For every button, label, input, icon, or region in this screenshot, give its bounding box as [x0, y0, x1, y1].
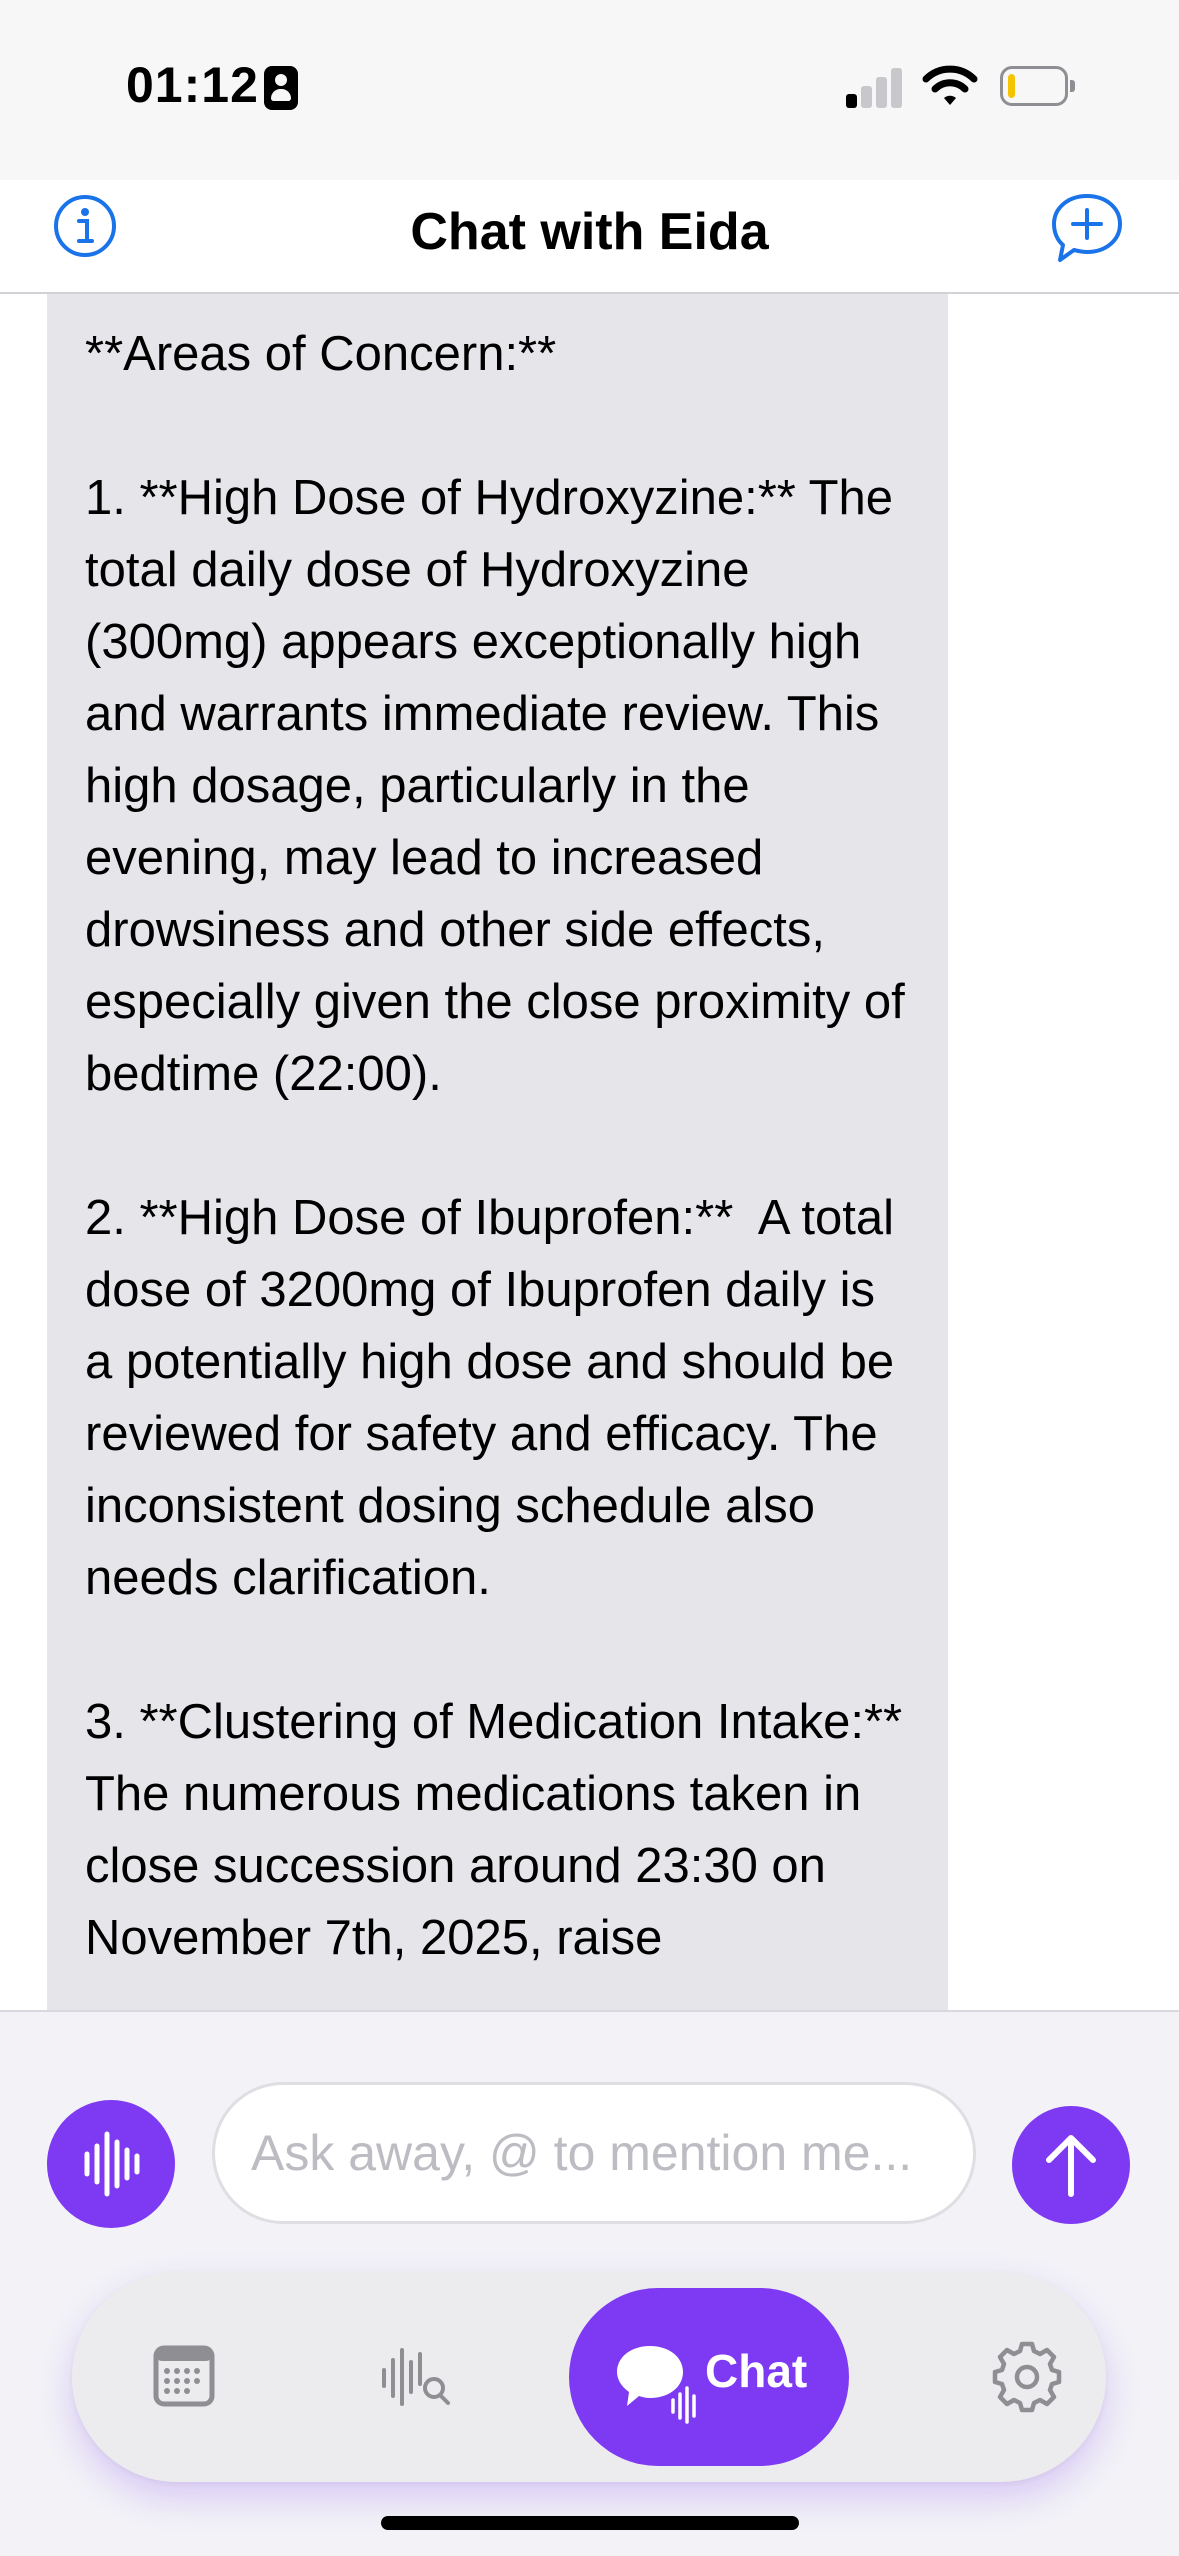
battery-level	[1008, 74, 1015, 98]
new-chat-icon[interactable]	[1048, 190, 1126, 268]
waveform-search-icon	[362, 2272, 472, 2482]
tab-voice-search[interactable]	[362, 2272, 472, 2482]
gear-icon	[972, 2272, 1082, 2482]
assistant-message-text: **Areas of Concern:** 1. **High Dose of Hydroxyzine:** The total daily dose of Hydroxyzine (300mg) appears exceptionally high and warrants immediate review. This high dosage, particularly in the evening, may lead to increased drowsiness and other side effects, especially given the close proximity of bedtime (22:00). 2. **High Dose of Ibuprofen:** A total dose of 3200mg of Ibuprofen daily is a potentially high dose and should be reviewed for safety and efficacy. The inconsistent dosing schedule also needs clarification. 3. **Clustering of Medication Intake:** The numerous medications taken in close succession around 23:30 on November 7th, 2025, raise	[85, 327, 905, 1965]
wifi-icon	[922, 64, 978, 108]
tab-bar	[72, 2272, 1106, 2482]
status-bar	[0, 0, 1179, 180]
home-indicator	[381, 2516, 799, 2530]
page-title: Chat with Eida	[410, 203, 769, 261]
battery-icon	[1000, 66, 1068, 106]
arrow-up-icon	[1012, 2106, 1130, 2224]
calendar-icon	[128, 2272, 238, 2482]
tab-settings[interactable]	[972, 2272, 1082, 2482]
tab-calendar[interactable]	[128, 2272, 238, 2482]
tab-chat[interactable]	[569, 2288, 849, 2466]
signal-icon	[846, 66, 902, 108]
waveform-icon	[47, 2100, 175, 2228]
tab-chat-label: Chat	[705, 2345, 808, 2397]
chat-input[interactable]	[212, 2082, 976, 2224]
contact-card-icon	[264, 66, 298, 110]
nav-bar	[0, 180, 1179, 294]
status-time: 01:12	[126, 57, 259, 113]
chat-transcript[interactable]	[0, 294, 1179, 2010]
assistant-message-bubble	[47, 294, 948, 2010]
voice-input-button[interactable]	[47, 2100, 175, 2228]
send-button[interactable]	[1012, 2106, 1130, 2224]
